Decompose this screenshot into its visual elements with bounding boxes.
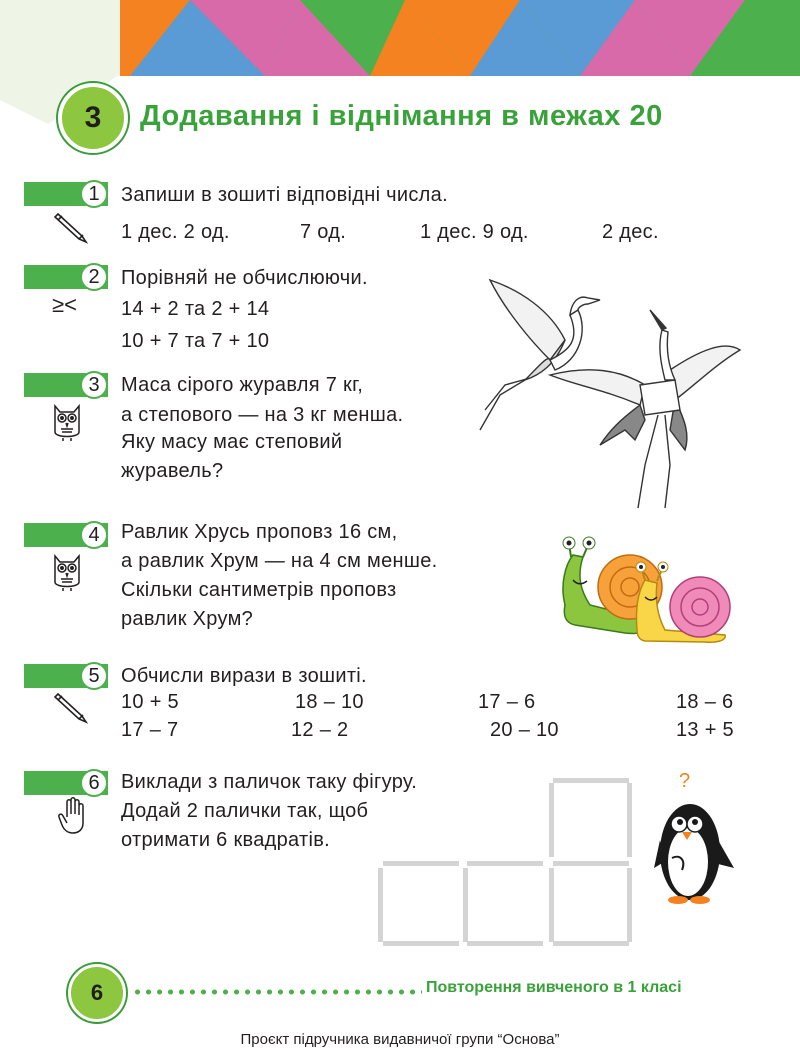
task-5-expression: 12 – 2 — [291, 719, 349, 741]
cranes-illustration — [470, 270, 745, 515]
task-2-text: 14 + 2 та 2 + 14 — [121, 298, 270, 320]
task-4-text: а равлик Хрум — на 4 см менше. — [121, 550, 438, 572]
footer-note: Проєкт підручника видавничої групи “Основа” — [240, 1031, 560, 1048]
task-5-expression: 17 – 6 — [478, 691, 536, 713]
task-5-expression: 20 – 10 — [490, 719, 559, 741]
task-5-text: Обчисли вирази в зошиті. — [121, 665, 367, 687]
task-6-text: отримати 6 квадратів. — [121, 829, 330, 851]
task-2-text: Порівняй не обчислюючи. — [121, 267, 368, 289]
chapter-title: Додавання і віднімання в межах 20 — [140, 100, 663, 132]
task-6-text: Виклади з паличок таку фігуру. — [121, 771, 418, 793]
penguin-illustration — [652, 790, 737, 908]
task-number: 4 — [80, 521, 108, 549]
task-5-expression: 10 + 5 — [121, 691, 179, 713]
owl-icon — [52, 552, 82, 592]
task-number: 6 — [80, 769, 108, 797]
task-2-text: 10 + 7 та 7 + 10 — [121, 330, 270, 352]
section-title: Повторення вивченого в 1 класі — [426, 979, 682, 996]
task-1-item: 7 од. — [300, 221, 347, 243]
task-5-expression: 17 – 7 — [121, 719, 179, 741]
task-3-text: Маса сірого журавля 7 кг, — [121, 374, 364, 396]
pencil-icon — [52, 690, 92, 724]
dotted-line — [132, 989, 422, 995]
task-number: 5 — [80, 662, 108, 690]
task-5-expression: 18 – 6 — [676, 691, 734, 713]
page-number: 6 — [68, 964, 126, 1022]
task-5-expression: 18 – 10 — [295, 691, 364, 713]
task-1-item: 1 дес. 2 од. — [121, 221, 230, 243]
task-1-text: Запиши в зошиті відповідні числа. — [121, 184, 448, 206]
matchstick-figure — [375, 775, 637, 950]
hand-icon — [58, 797, 88, 835]
task-4-text: Скільки сантиметрів проповз — [121, 579, 397, 601]
question-mark: ? — [679, 770, 691, 792]
task-5-expression: 13 + 5 — [676, 719, 734, 741]
chapter-number: 3 — [58, 83, 128, 153]
task-number: 3 — [80, 371, 108, 399]
task-4-text: равлик Хрум? — [121, 608, 254, 630]
task-1-item: 2 дес. — [602, 221, 659, 243]
task-1-item: 1 дес. 9 од. — [420, 221, 529, 243]
task-3-text: Яку масу має степовий — [121, 431, 343, 453]
task-number: 2 — [80, 263, 108, 291]
task-4-text: Равлик Хрусь проповз 16 см, — [121, 521, 398, 543]
pencil-icon — [52, 210, 92, 244]
task-3-text: журавель? — [121, 460, 224, 482]
task-6-text: Додай 2 палички так, щоб — [121, 800, 369, 822]
owl-icon — [52, 402, 82, 442]
compare-icon: ≥< — [52, 292, 77, 317]
task-3-text: а степового — на 3 кг менша. — [121, 404, 404, 426]
snails-illustration — [555, 535, 735, 645]
task-number: 1 — [80, 180, 108, 208]
